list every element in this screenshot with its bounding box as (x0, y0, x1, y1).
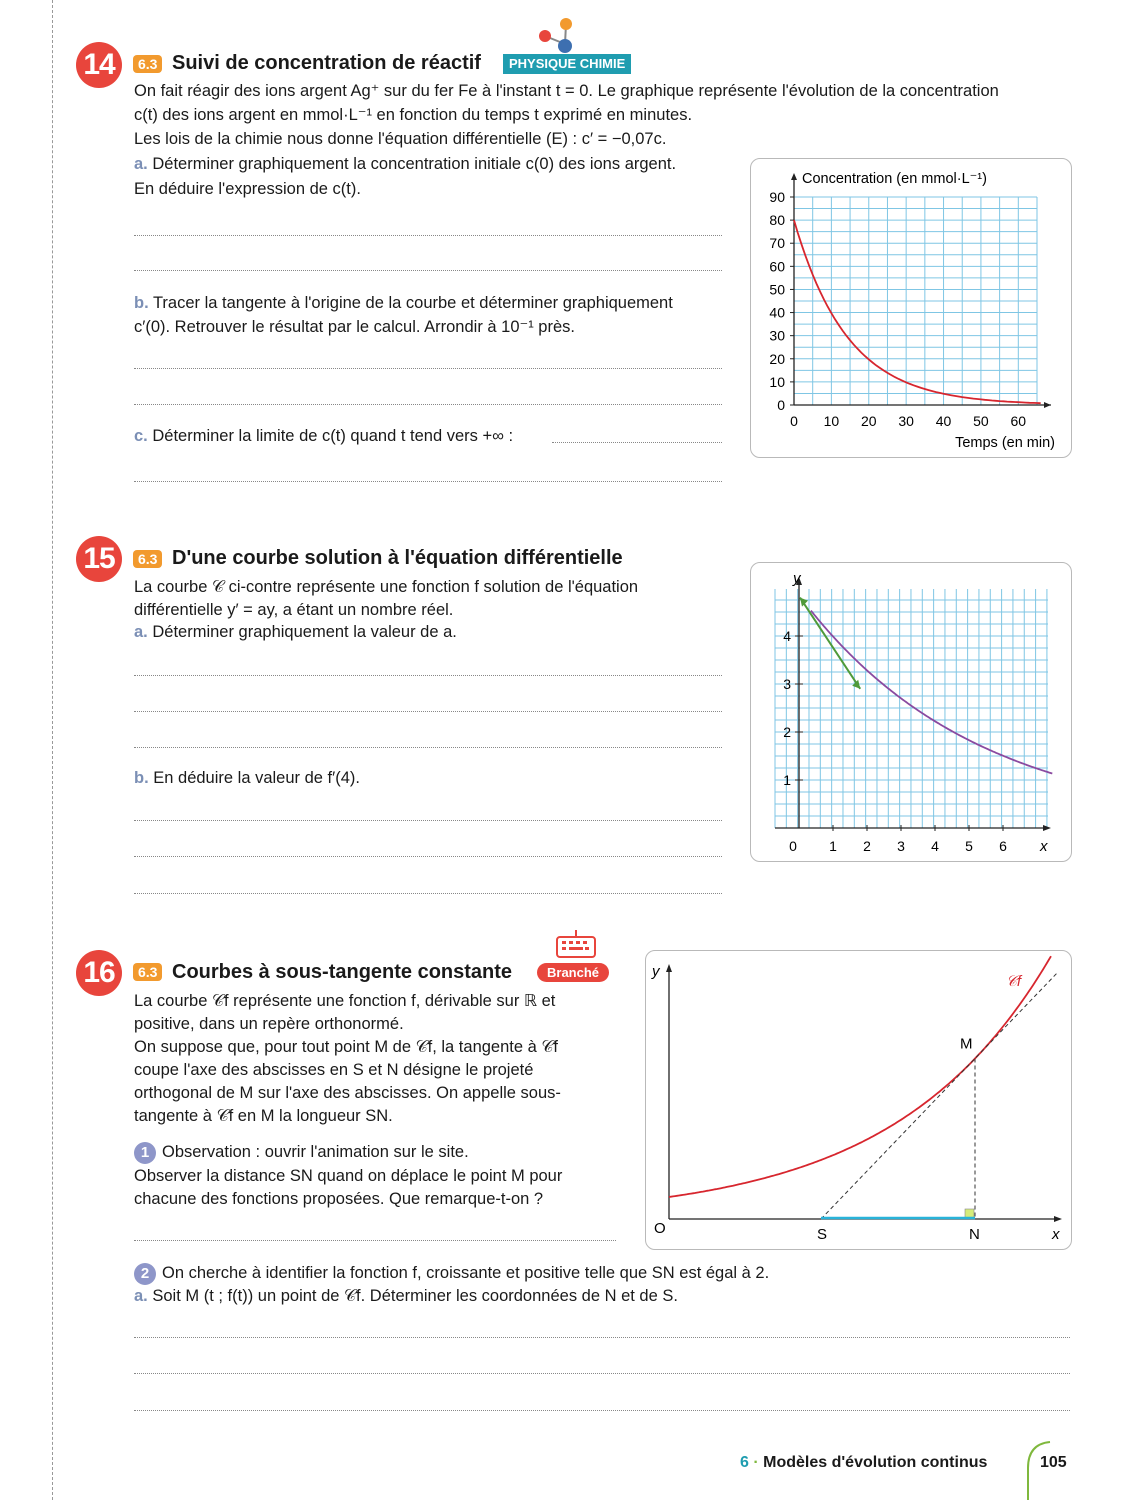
y-tick-label: 80 (769, 212, 785, 229)
y-tick-label: 50 (769, 281, 785, 298)
step-1-line-3: chacune des fonctions proposées. Que remarque-t-on ? (134, 1190, 544, 1208)
question-a (134, 621, 457, 644)
right-angle-marker (965, 1209, 974, 1218)
chart-panel-subtangent (645, 950, 1072, 1250)
question-b-line-2: c′(0). Retrouver le résultat par le calcul. Arrondir à 10⁻¹ près. (134, 318, 575, 336)
question-text: En déduire la valeur de f′(4). (153, 769, 360, 787)
exercise-title: Courbes à sous-tangente constante (172, 961, 513, 983)
subtangent-figure (646, 951, 1071, 1249)
answer-line[interactable] (134, 481, 722, 482)
step-text: Observation : ouvrir l'animation sur le site. (162, 1143, 469, 1161)
section-tag: 6.3 (133, 550, 162, 568)
paragraph-line: tangente à 𝒞f en M la longueur SN. (134, 1107, 393, 1125)
y-tick-label: 10 (769, 373, 785, 390)
chapter-title: Modèles d'évolution continus (763, 1454, 988, 1471)
y-axis-arrow (666, 964, 672, 972)
x-tick-label: 20 (860, 413, 877, 429)
origin-label: O (654, 1220, 666, 1237)
x-tick-label: 3 (897, 838, 905, 854)
section-tag: 6.3 (133, 963, 162, 981)
answer-line[interactable] (134, 711, 722, 712)
step-text: On cherche à identifier la fonction f, croissante et positive telle que SN est égal à 2. (162, 1264, 770, 1282)
answer-line[interactable] (134, 820, 722, 821)
intro-line-2: c(t) des ions argent en mmol·L⁻¹ en fonction du temps t exprimé en minutes. (134, 106, 693, 124)
point-N-label: N (969, 1226, 980, 1243)
question-label: b. (134, 294, 149, 312)
y-tick-label: 60 (769, 258, 785, 275)
x-axis-arrow (1054, 1216, 1062, 1222)
y-tick-label: 0 (777, 397, 785, 413)
x-tick-label: 50 (973, 413, 989, 429)
y-tick-label: 4 (783, 628, 791, 644)
point-M-label: M (960, 1035, 973, 1053)
paragraph-line: On suppose que, pour tout point M de 𝒞f, la tangente à 𝒞f (134, 1038, 558, 1056)
keyboard-icon (555, 929, 597, 961)
physique-chimie-badge: PHYSIQUE CHIMIE (503, 54, 631, 74)
question-label: c. (134, 427, 148, 445)
y-tick-label: 30 (769, 327, 785, 344)
x-axis-title: Temps (en min) (955, 435, 1055, 451)
y-tick-label: 2 (783, 724, 791, 740)
y-tick-label: 90 (769, 189, 785, 205)
question-c (134, 425, 513, 448)
step-1 (134, 1141, 469, 1164)
answer-line[interactable] (552, 442, 722, 443)
tangent-line (821, 972, 1058, 1219)
paragraph-line: orthogonal de M sur l'axe des abscisses. On appelle sous- (134, 1084, 561, 1102)
answer-line[interactable] (134, 893, 722, 894)
question-label: a. (134, 155, 148, 173)
step-number: 2 (134, 1263, 156, 1285)
intro-line-1: On fait réagir des ions argent Ag⁺ sur du fer Fe à l'instant t = 0. Le graphique représente l'évolution de la concentration (134, 82, 999, 100)
exercise-number: 15 (76, 536, 122, 582)
branche-badge: Branché (537, 963, 609, 982)
exercise-number: 16 (76, 950, 122, 996)
y-axis-title: y (793, 570, 801, 587)
x-tick-label: 40 (935, 413, 952, 429)
section-tag: 6.3 (133, 55, 162, 73)
y-tick-label: 20 (769, 350, 785, 367)
y-axis-title: Concentration (en mmol·L⁻¹) (802, 171, 987, 187)
exercise-number: 14 (76, 42, 122, 88)
page-margin-line (52, 0, 53, 1500)
question-b (134, 292, 673, 315)
paragraph-line: positive, dans un repère orthonormé. (134, 1015, 404, 1033)
x-tick-label: 0 (790, 413, 798, 429)
intro-line-2: différentielle y′ = ay, a étant un nombre réel. (134, 601, 454, 619)
solution-curve (811, 611, 1052, 774)
answer-line[interactable] (134, 747, 722, 748)
x-tick-label: 4 (931, 838, 939, 854)
question-label: b. (134, 769, 149, 787)
question-text: Déterminer graphiquement la concentration initiale c(0) des ions argent. (152, 155, 677, 173)
step-number: 1 (134, 1142, 156, 1164)
answer-line[interactable] (134, 235, 722, 236)
x-tick-label: 2 (863, 838, 871, 854)
curve-cf (669, 956, 1051, 1197)
question-b (134, 767, 360, 790)
intro-line-1: La courbe 𝒞 ci-contre représente une fonction f solution de l'équation (134, 578, 639, 596)
curve-cf-label: 𝒞f (1006, 973, 1022, 990)
answer-line[interactable] (134, 1337, 1070, 1338)
x-tick-label: 5 (965, 838, 973, 854)
answer-line[interactable] (134, 1410, 1070, 1411)
solution-curve-chart (751, 563, 1071, 861)
y-axis-title: y (652, 963, 660, 980)
answer-line[interactable] (134, 270, 722, 271)
exercise-title: D'une courbe solution à l'équation différentielle (172, 547, 623, 569)
answer-line[interactable] (134, 368, 722, 369)
step-1-line-2: Observer la distance SN quand on déplace le point M pour (134, 1167, 563, 1185)
x-tick-label: 30 (898, 413, 914, 429)
x-axis-title: x (1040, 838, 1048, 855)
x-tick-label: 6 (999, 838, 1007, 854)
point-S-label: S (817, 1226, 828, 1243)
exercise-title: Suivi de concentration de réactif (172, 52, 481, 74)
molecule-icon (535, 16, 577, 56)
y-tick-label: 1 (783, 772, 791, 788)
intro-line-3: Les lois de la chimie nous donne l'équation différentielle (E) : c′ = −0,07c. (134, 130, 667, 148)
chapter-label (740, 1452, 987, 1474)
question-text: Soit M (t ; f(t)) un point de 𝒞f. Déterminer les coordonnées de N et de S. (152, 1287, 678, 1305)
concentration-chart (751, 159, 1071, 457)
question-a-line-2: En déduire l'expression de c(t). (134, 180, 361, 198)
question-text: Déterminer la limite de c(t) quand t tend vers +∞ : (152, 427, 514, 445)
question-a (134, 153, 676, 176)
answer-line[interactable] (134, 404, 722, 405)
question-label: a. (134, 623, 148, 641)
x-tick-label: 1 (829, 838, 837, 854)
y-tick-label: 40 (769, 304, 785, 321)
paragraph-line: coupe l'axe des abscisses en S et N désigne le projeté (134, 1061, 534, 1079)
x-tick-label: 0 (789, 838, 797, 854)
step-2-question-a (134, 1285, 678, 1308)
y-axis-arrow (791, 173, 797, 180)
question-text: Tracer la tangente à l'origine de la courbe et déterminer graphiquement (152, 294, 673, 312)
page-number: 105 (1040, 1454, 1067, 1471)
chapter-separator: · (753, 1454, 759, 1471)
answer-line[interactable] (134, 675, 722, 676)
y-tick-label: 3 (783, 676, 791, 692)
chapter-number: 6 (740, 1454, 749, 1471)
answer-line[interactable] (134, 1373, 1070, 1374)
answer-line[interactable] (134, 1240, 616, 1241)
answer-line[interactable] (134, 856, 722, 857)
x-tick-label: 60 (1010, 413, 1027, 429)
step-2 (134, 1262, 769, 1285)
chart-panel-solution (750, 562, 1072, 862)
paragraph-line: La courbe 𝒞f représente une fonction f, dérivable sur ℝ et (134, 992, 556, 1010)
chart-panel-concentration (750, 158, 1072, 458)
x-axis-arrow (1044, 402, 1051, 408)
y-tick-label: 70 (769, 235, 785, 252)
question-label: a. (134, 1287, 148, 1305)
question-text: Déterminer graphiquement la valeur de a. (152, 623, 457, 641)
x-tick-label: 10 (823, 413, 840, 429)
x-axis-title: x (1052, 1226, 1060, 1243)
